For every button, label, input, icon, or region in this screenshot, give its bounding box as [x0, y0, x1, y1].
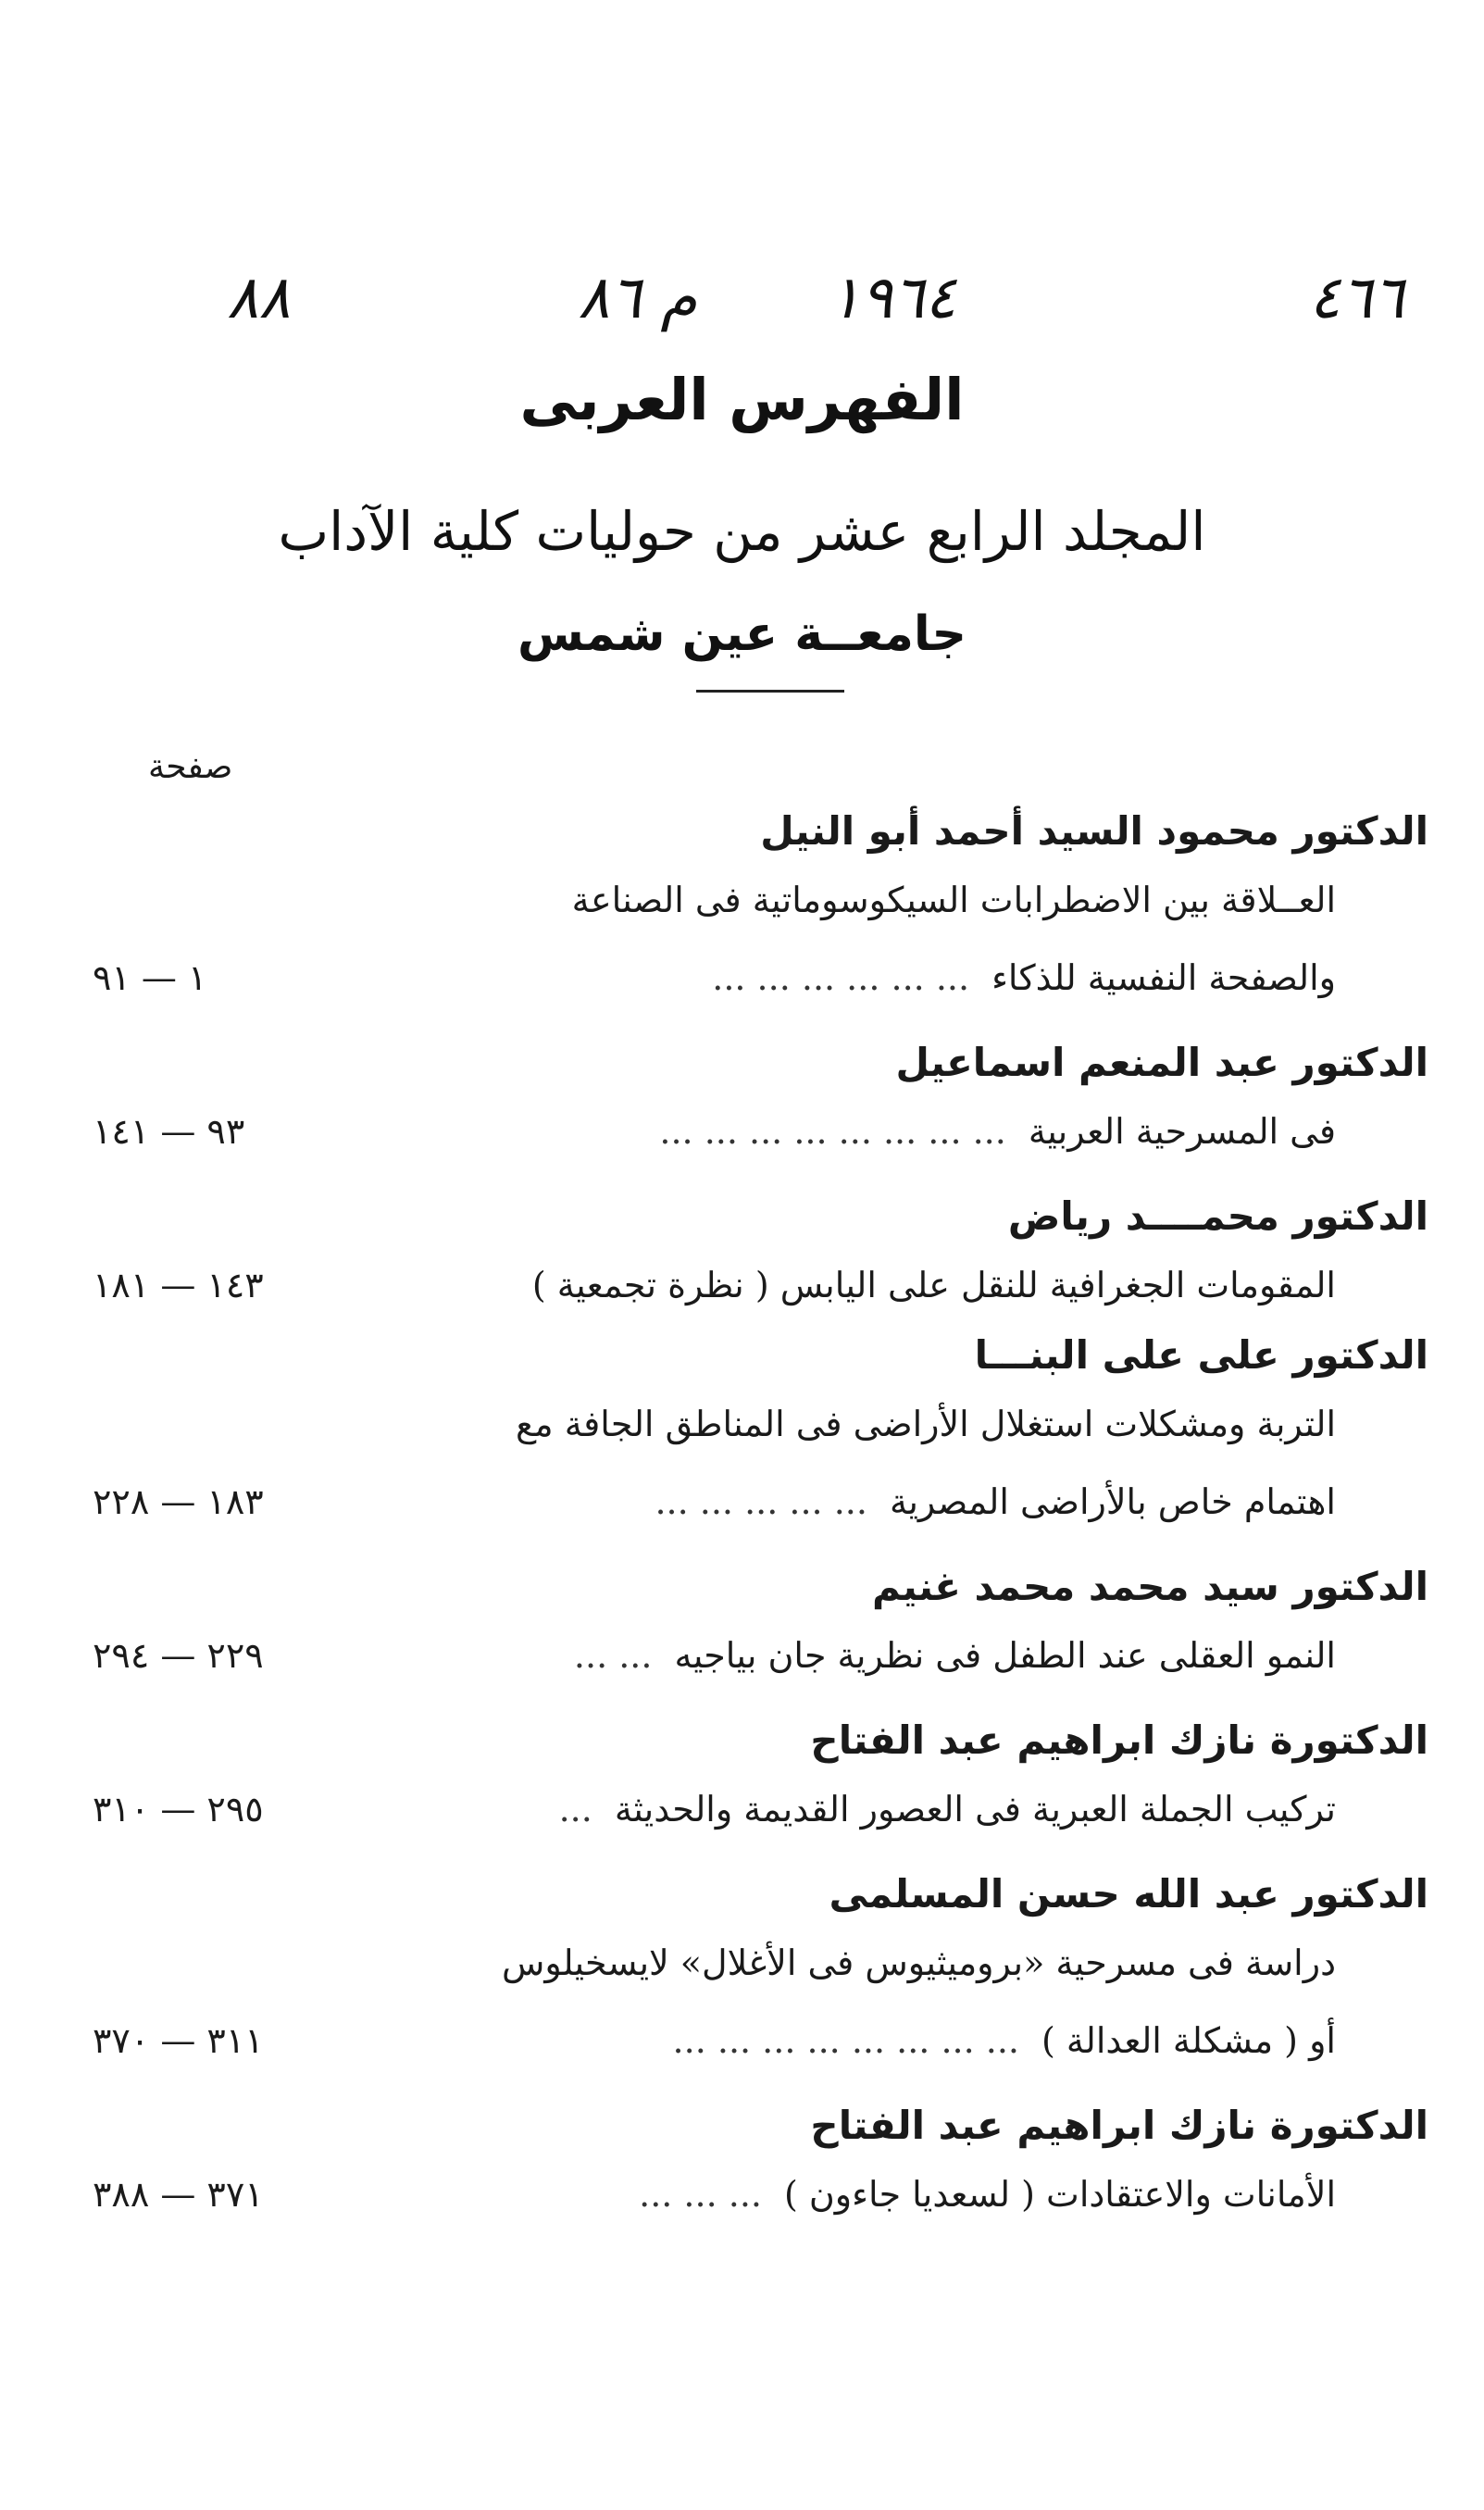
leader-dots: ... ... [573, 1635, 653, 1676]
entry-title-text: المقومات الجغرافية للنقل على اليابس ( نظرة تجمعية ) [531, 1265, 1336, 1305]
entry-author: الدكتور محمود السيد أحمد أبو النيل [760, 808, 1428, 854]
entry-title-text: اهتمام خاص بالأراضى المصرية [889, 1481, 1336, 1522]
leader-dots: ... ... ... [639, 2174, 762, 2215]
page-range: ٢٩٥ — ٣١٠ [93, 1789, 264, 1829]
entry-title-text: تركيب الجملة العبرية فى العصور القديمة والحديثة [614, 1789, 1336, 1829]
page-range: ١٤٣ — ١٨١ [93, 1265, 264, 1305]
contents-entry [56, 1557, 1428, 1694]
handwritten-mark: ٤٦٦ [1308, 264, 1404, 332]
contents-entry [56, 1033, 1428, 1170]
entry-author: الدكتور سيد محمد محمد غنيم [871, 1564, 1428, 1609]
contents-entry [56, 1865, 1428, 2079]
entry-title-line [56, 1770, 1428, 1848]
handwritten-mark: ٨٨ [227, 264, 291, 332]
entry-title-text: العــلاقة بين الاضطرابات السيكوسوماتية فى الصناعة [571, 880, 1336, 920]
entry-author: الدكتور على على البنـــا [974, 1332, 1428, 1378]
page-range: ١٨٣ — ٢٢٨ [93, 1481, 264, 1522]
entry-title-line [56, 939, 1428, 1017]
leader-dots: ... ... ... ... ... ... ... ... [659, 1111, 1006, 1152]
page-range: ٢٢٩ — ٢٩٤ [93, 1635, 264, 1676]
entry-author: الدكتور عبد المنعم اسماعيل [895, 1040, 1428, 1085]
contents-entry [56, 1187, 1428, 1324]
title-divider [696, 690, 844, 693]
entry-title-line [56, 1385, 1428, 1463]
entry-title-line [56, 2155, 1428, 2233]
handwritten-mark: ١٩٦٤ [829, 264, 956, 332]
entry-title-line [56, 1246, 1428, 1324]
page-title: الفهرس العربى [519, 366, 965, 433]
contents-entry [56, 1711, 1428, 1848]
entry-title-text: والصفحة النفسية للذكاء [991, 957, 1336, 998]
contents-entry [56, 2096, 1428, 2233]
leader-dots: ... [558, 1789, 592, 1829]
entry-title-line [56, 1617, 1428, 1694]
page-range: ٣١١ — ٣٧٠ [93, 2020, 264, 2061]
entry-title-line [56, 1463, 1428, 1541]
contents-list [56, 785, 1428, 2233]
handwritten-mark: م ٨٦ [578, 264, 697, 332]
entry-author: الدكتور عبد الله حسن المسلمى [829, 1871, 1428, 1917]
entry-title-text: فى المسرحية العربية [1028, 1111, 1336, 1152]
page-range: ٩٣ — ١٤١ [93, 1111, 245, 1152]
page-column-label: صفحة [148, 748, 233, 786]
entry-author: الدكتورة نازك ابراهيم عبد الفتاح [810, 2103, 1428, 2148]
entry-title-text: النمو العقلى عند الطفل فى نظرية جان بياجيه [674, 1635, 1336, 1676]
entry-title-text: أو ( مشكلة العدالة ) [1041, 2020, 1336, 2061]
page-range: ٣٧١ — ٣٨٨ [93, 2174, 264, 2215]
page-range: ١ — ٩١ [93, 957, 207, 998]
university-name: جامعــة عين شمس [518, 606, 966, 662]
leader-dots: ... ... ... ... ... ... ... ... [672, 2020, 1019, 2061]
entry-title-text: التربة ومشكلات استغلال الأراضى فى المناطق الجافة مع [516, 1404, 1336, 1444]
leader-dots: ... ... ... ... ... [655, 1481, 867, 1522]
entry-title-line [56, 2002, 1428, 2079]
entry-title-text: دراسة فى مسرحية «بروميثيوس فى الأغلال» لايسخيلوس [501, 1942, 1336, 1983]
entry-author: الدكتورة نازك ابراهيم عبد الفتاح [810, 1717, 1428, 1763]
entry-title-text: الأمانات والاعتقادات ( لسعديا جاءون ) [783, 2174, 1336, 2215]
entry-title-line [56, 1093, 1428, 1170]
contents-entry [56, 802, 1428, 1017]
volume-subtitle: المجلد الرابع عشر من حوليات كلية الآداب [278, 500, 1206, 563]
entry-author: الدكتور محمــــد رياض [1007, 1193, 1428, 1239]
entry-title-line [56, 861, 1428, 939]
entry-title-line [56, 1924, 1428, 2002]
leader-dots: ... ... ... ... ... ... [712, 957, 970, 998]
contents-entry [56, 1326, 1428, 1541]
